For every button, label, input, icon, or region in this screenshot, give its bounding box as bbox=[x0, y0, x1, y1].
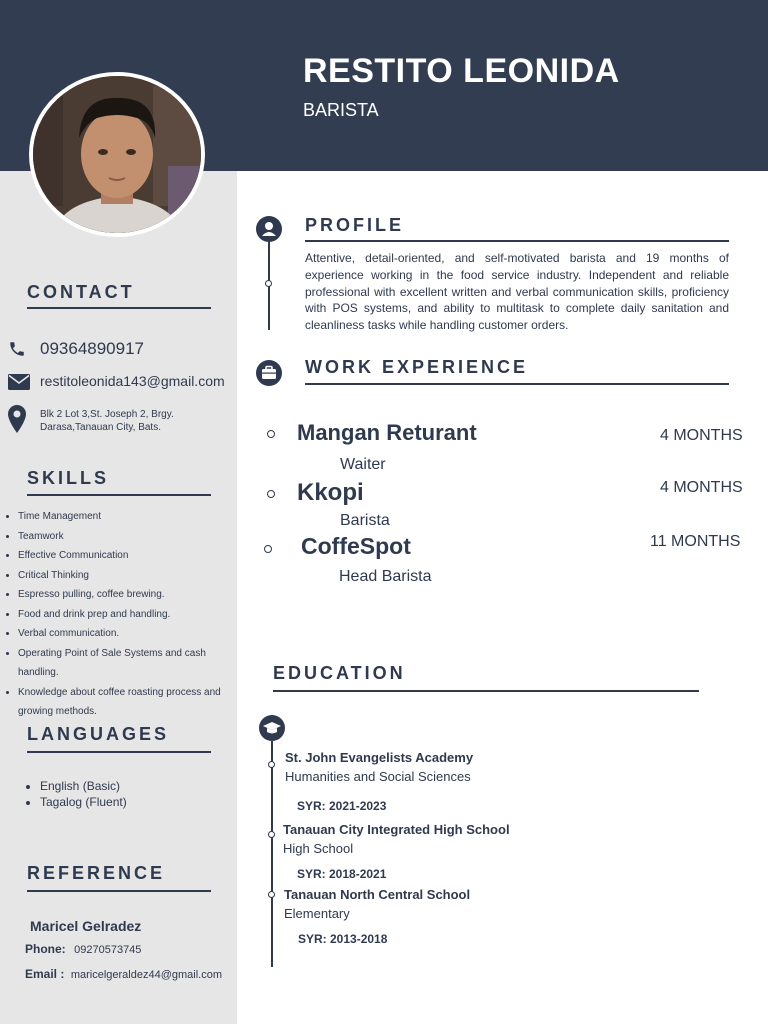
reference-email-label: Email : bbox=[25, 967, 65, 981]
education-timeline-line bbox=[271, 741, 273, 967]
graduation-cap-icon bbox=[259, 715, 285, 741]
portrait-illustration bbox=[33, 76, 201, 233]
job-position: Barista bbox=[340, 512, 390, 529]
skill-item: • Critical Thinking bbox=[18, 566, 236, 586]
contact-phone[interactable]: 09364890917 bbox=[40, 339, 145, 358]
language-item: • English (Basic) bbox=[40, 778, 236, 794]
education-school: Tanauan North Central School bbox=[284, 887, 471, 902]
reference-phone[interactable]: 09270573745 bbox=[74, 944, 142, 956]
skill-item: • Knowledge about coffee roasting process and growing methods. bbox=[18, 683, 236, 722]
job-company: CoffeSpot bbox=[301, 533, 411, 559]
reference-heading: REFERENCE bbox=[27, 863, 166, 883]
education-divider bbox=[273, 690, 699, 692]
skill-item: • Espresso pulling, coffee brewing. bbox=[18, 585, 236, 605]
education-school: Tanauan City Integrated High School bbox=[283, 822, 510, 837]
skill-item: • Time Management bbox=[18, 507, 236, 527]
work-heading: WORK EXPERIENCE bbox=[305, 357, 529, 377]
contact-email[interactable]: restitoleonida143@gmail.com bbox=[40, 373, 225, 389]
education-syr: SYR: 2021-2023 bbox=[297, 799, 387, 813]
profile-timeline-dot bbox=[265, 280, 272, 287]
job-bullet bbox=[267, 490, 275, 498]
envelope-icon bbox=[8, 374, 30, 390]
education-heading: EDUCATION bbox=[273, 663, 406, 683]
job-bullet bbox=[264, 545, 272, 553]
work-divider bbox=[305, 383, 729, 385]
user-icon bbox=[256, 216, 282, 242]
skill-item: • Food and drink prep and handling. bbox=[18, 605, 236, 625]
education-syr: SYR: 2018-2021 bbox=[297, 867, 387, 881]
education-timeline-dot bbox=[268, 831, 275, 838]
education-timeline-dot bbox=[268, 891, 275, 898]
education-track: High School bbox=[283, 841, 354, 856]
briefcase-icon bbox=[256, 360, 282, 386]
profile-heading: PROFILE bbox=[305, 215, 405, 235]
reference-email[interactable]: maricelgeraldez44@gmail.com bbox=[70, 969, 222, 981]
job-position: Head Barista bbox=[339, 568, 432, 585]
profile-photo bbox=[29, 72, 205, 237]
education-timeline-dot bbox=[268, 761, 275, 768]
job-company: Mangan Returant bbox=[297, 420, 477, 445]
profile-divider bbox=[305, 240, 729, 242]
skills-list bbox=[0, 507, 236, 722]
job-duration: 11 MONTHS bbox=[650, 533, 741, 550]
candidate-role: BARISTA bbox=[303, 100, 379, 120]
reference-phone-row bbox=[25, 940, 141, 958]
phone-icon bbox=[8, 340, 26, 358]
map-pin-icon bbox=[8, 405, 26, 433]
reference-phone-label: Phone: bbox=[25, 942, 66, 956]
education-track: Humanities and Social Sciences bbox=[285, 769, 471, 784]
reference-divider bbox=[27, 890, 211, 892]
skill-item: • Effective Communication bbox=[18, 546, 236, 566]
education-track: Elementary bbox=[284, 906, 350, 921]
contact-heading: CONTACT bbox=[27, 282, 135, 302]
job-duration: 4 MONTHS bbox=[660, 427, 743, 444]
skills-divider bbox=[27, 494, 211, 496]
languages-heading: LANGUAGES bbox=[27, 724, 170, 744]
education-syr: SYR: 2013-2018 bbox=[298, 932, 388, 946]
reference-email-row bbox=[25, 965, 222, 983]
languages-list bbox=[0, 778, 236, 810]
language-item: • Tagalog (Fluent) bbox=[40, 794, 236, 810]
job-duration: 4 MONTHS bbox=[660, 479, 743, 496]
skill-item: • Verbal communication. bbox=[18, 624, 236, 644]
skill-item: • Teamwork bbox=[18, 527, 236, 547]
education-school: St. John Evangelists Academy bbox=[285, 750, 474, 765]
languages-divider bbox=[27, 751, 211, 753]
reference-name: Maricel Gelradez bbox=[30, 918, 142, 934]
candidate-name: RESTITO LEONIDA bbox=[303, 52, 620, 90]
job-company: Kkopi bbox=[297, 479, 364, 506]
skill-item: • Operating Point of Sale Systems and cash handling. bbox=[18, 644, 236, 683]
job-bullet bbox=[267, 430, 275, 438]
contact-address bbox=[40, 408, 174, 434]
skills-list-container bbox=[0, 507, 236, 722]
address-line-1: Blk 2 Lot 3,St. Joseph 2, Brgy. bbox=[40, 409, 174, 420]
job-position: Waiter bbox=[340, 456, 386, 473]
skills-heading: SKILLS bbox=[27, 468, 110, 488]
address-line-2: Darasa,Tanauan City, Bats. bbox=[40, 422, 161, 433]
languages-list-container bbox=[0, 778, 236, 810]
contact-divider bbox=[27, 307, 211, 309]
profile-summary: Attentive, detail-oriented, and self-motivated barista and 19 months of experience working in the food service industry. Independent and reliable professional with excellent written and verbal communication skills, proficiency with POS systems, and ability to multitask to complete daily sanitation and cleanliness tasks while handling customer orders. bbox=[305, 251, 729, 333]
